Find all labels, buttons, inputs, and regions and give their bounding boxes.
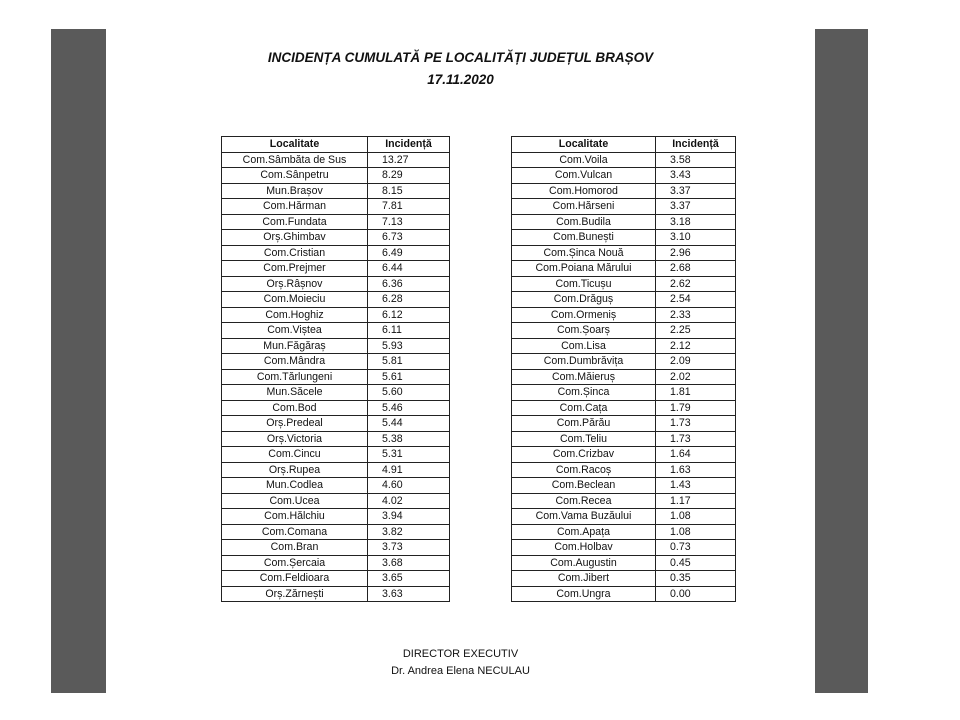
locality-cell: Com.Apața bbox=[512, 524, 656, 540]
locality-cell: Com.Comana bbox=[222, 524, 368, 540]
locality-cell: Com.Teliu bbox=[512, 431, 656, 447]
locality-cell: Mun.Săcele bbox=[222, 385, 368, 401]
table-row bbox=[222, 152, 450, 168]
locality-cell: Com.Feldioara bbox=[222, 571, 368, 587]
locality-cell: Com.Vama Buzăului bbox=[512, 509, 656, 525]
locality-cell: Mun.Făgăraș bbox=[222, 338, 368, 354]
header-incidence: Incidență bbox=[368, 137, 450, 153]
locality-cell: Com.Recea bbox=[512, 493, 656, 509]
locality-cell: Orș.Victoria bbox=[222, 431, 368, 447]
table-row bbox=[512, 214, 736, 230]
incidence-cell: 3.37 bbox=[656, 183, 736, 199]
incidence-cell: 3.58 bbox=[656, 152, 736, 168]
table-row bbox=[512, 323, 736, 339]
table-row bbox=[222, 540, 450, 556]
incidence-cell: 3.94 bbox=[368, 509, 450, 525]
locality-cell: Com.Ormeniș bbox=[512, 307, 656, 323]
locality-cell: Com.Lisa bbox=[512, 338, 656, 354]
incidence-cell: 8.15 bbox=[368, 183, 450, 199]
table-row bbox=[222, 493, 450, 509]
incidence-cell: 7.13 bbox=[368, 214, 450, 230]
table-row bbox=[222, 586, 450, 602]
table-row bbox=[512, 369, 736, 385]
table-row bbox=[512, 152, 736, 168]
locality-cell: Com.Jibert bbox=[512, 571, 656, 587]
table-row bbox=[222, 292, 450, 308]
locality-cell: Com.Bunești bbox=[512, 230, 656, 246]
table-row bbox=[222, 338, 450, 354]
table-row bbox=[222, 276, 450, 292]
incidence-cell: 1.17 bbox=[656, 493, 736, 509]
incidence-cell: 1.08 bbox=[656, 524, 736, 540]
table-row bbox=[512, 509, 736, 525]
table-row bbox=[512, 462, 736, 478]
table-row bbox=[222, 555, 450, 571]
incidence-cell: 7.81 bbox=[368, 199, 450, 215]
incidence-cell: 1.43 bbox=[656, 478, 736, 494]
table-row bbox=[222, 509, 450, 525]
locality-cell: Com.Sânpetru bbox=[222, 168, 368, 184]
table-row bbox=[512, 199, 736, 215]
signature-role: DIRECTOR EXECUTIV bbox=[402, 648, 519, 660]
locality-cell: Com.Dumbrăvița bbox=[512, 354, 656, 370]
table-row bbox=[512, 307, 736, 323]
locality-cell: Orș.Predeal bbox=[222, 416, 368, 432]
incidence-cell: 1.73 bbox=[656, 416, 736, 432]
header-incidence: Incidență bbox=[656, 137, 736, 153]
locality-cell: Com.Cristian bbox=[222, 245, 368, 261]
locality-cell: Com.Părău bbox=[512, 416, 656, 432]
locality-cell: Com.Beclean bbox=[512, 478, 656, 494]
table-row bbox=[512, 292, 736, 308]
incidence-cell: 2.33 bbox=[656, 307, 736, 323]
table-row bbox=[512, 338, 736, 354]
table-row bbox=[222, 369, 450, 385]
locality-cell: Orș.Ghimbav bbox=[222, 230, 368, 246]
incidence-cell: 2.96 bbox=[656, 245, 736, 261]
header-locality: Localitate bbox=[222, 137, 368, 153]
locality-cell: Com.Holbav bbox=[512, 540, 656, 556]
locality-cell: Mun.Brașov bbox=[222, 183, 368, 199]
locality-cell: Com.Cața bbox=[512, 400, 656, 416]
locality-cell: Com.Ticușu bbox=[512, 276, 656, 292]
table-row bbox=[512, 400, 736, 416]
table-row bbox=[512, 431, 736, 447]
locality-cell: Com.Homorod bbox=[512, 183, 656, 199]
table-row bbox=[222, 323, 450, 339]
locality-cell: Com.Drăguș bbox=[512, 292, 656, 308]
incidence-cell: 8.29 bbox=[368, 168, 450, 184]
header-locality: Localitate bbox=[512, 137, 656, 153]
locality-cell: Com.Șoarș bbox=[512, 323, 656, 339]
incidence-cell: 6.73 bbox=[368, 230, 450, 246]
table-row bbox=[222, 307, 450, 323]
table-row bbox=[222, 571, 450, 587]
incidence-cell: 3.37 bbox=[656, 199, 736, 215]
locality-cell: Com.Hărseni bbox=[512, 199, 656, 215]
incidence-cell: 3.63 bbox=[368, 586, 450, 602]
incidence-cell: 0.45 bbox=[656, 555, 736, 571]
incidence-cell: 6.36 bbox=[368, 276, 450, 292]
locality-cell: Com.Sâmbăta de Sus bbox=[222, 152, 368, 168]
table-row bbox=[512, 385, 736, 401]
table-row bbox=[512, 447, 736, 463]
table-row bbox=[512, 261, 736, 277]
table-row bbox=[222, 261, 450, 277]
table-row bbox=[222, 245, 450, 261]
locality-cell: Com.Racoș bbox=[512, 462, 656, 478]
incidence-cell: 6.49 bbox=[368, 245, 450, 261]
table-row bbox=[512, 230, 736, 246]
locality-cell: Com.Șercaia bbox=[222, 555, 368, 571]
incidence-cell: 2.68 bbox=[656, 261, 736, 277]
incidence-cell: 2.02 bbox=[656, 369, 736, 385]
incidence-cell: 3.18 bbox=[656, 214, 736, 230]
locality-cell: Com.Ucea bbox=[222, 493, 368, 509]
locality-cell: Com.Budila bbox=[512, 214, 656, 230]
table-row bbox=[222, 354, 450, 370]
locality-cell: Com.Șinca Nouă bbox=[512, 245, 656, 261]
locality-cell: Com.Bod bbox=[222, 400, 368, 416]
table-row bbox=[222, 230, 450, 246]
table-row bbox=[512, 276, 736, 292]
table-row bbox=[512, 416, 736, 432]
incidence-cell: 5.38 bbox=[368, 431, 450, 447]
locality-cell: Com.Tărlungeni bbox=[222, 369, 368, 385]
incidence-cell: 5.81 bbox=[368, 354, 450, 370]
table-row bbox=[512, 354, 736, 370]
locality-cell: Com.Măieruș bbox=[512, 369, 656, 385]
table-row bbox=[512, 168, 736, 184]
table-row bbox=[222, 431, 450, 447]
incidence-cell: 1.81 bbox=[656, 385, 736, 401]
locality-cell: Com.Voila bbox=[512, 152, 656, 168]
incidence-cell: 0.73 bbox=[656, 540, 736, 556]
incidence-cell: 4.60 bbox=[368, 478, 450, 494]
incidence-cell: 6.28 bbox=[368, 292, 450, 308]
locality-cell: Com.Poiana Mărului bbox=[512, 261, 656, 277]
table-row bbox=[222, 168, 450, 184]
table-row bbox=[222, 400, 450, 416]
incidence-cell: 1.79 bbox=[656, 400, 736, 416]
document-title: INCIDENȚA CUMULATĂ PE LOCALITĂȚI JUDEȚUL BRAȘOV bbox=[267, 50, 654, 65]
table-row bbox=[512, 245, 736, 261]
locality-cell: Orș.Rupea bbox=[222, 462, 368, 478]
table-row bbox=[512, 555, 736, 571]
locality-cell: Com.Fundata bbox=[222, 214, 368, 230]
locality-cell: Com.Augustin bbox=[512, 555, 656, 571]
incidence-cell: 6.44 bbox=[368, 261, 450, 277]
locality-cell: Com.Vulcan bbox=[512, 168, 656, 184]
viewer-margin-right bbox=[815, 29, 868, 693]
incidence-table-right bbox=[511, 136, 736, 602]
incidence-cell: 3.43 bbox=[656, 168, 736, 184]
document-date: 17.11.2020 bbox=[427, 72, 494, 87]
incidence-cell: 2.62 bbox=[656, 276, 736, 292]
table-header-row bbox=[222, 137, 450, 153]
locality-cell: Com.Prejmer bbox=[222, 261, 368, 277]
locality-cell: Mun.Codlea bbox=[222, 478, 368, 494]
incidence-cell: 4.91 bbox=[368, 462, 450, 478]
incidence-table-left bbox=[221, 136, 450, 602]
incidence-cell: 1.63 bbox=[656, 462, 736, 478]
table-row bbox=[222, 214, 450, 230]
locality-cell: Com.Hărman bbox=[222, 199, 368, 215]
incidence-cell: 5.93 bbox=[368, 338, 450, 354]
incidence-cell: 5.44 bbox=[368, 416, 450, 432]
locality-cell: Com.Șinca bbox=[512, 385, 656, 401]
incidence-cell: 5.60 bbox=[368, 385, 450, 401]
incidence-cell: 5.46 bbox=[368, 400, 450, 416]
locality-cell: Orș.Zărnești bbox=[222, 586, 368, 602]
locality-cell: Com.Moieciu bbox=[222, 292, 368, 308]
locality-cell: Com.Cincu bbox=[222, 447, 368, 463]
incidence-cell: 2.54 bbox=[656, 292, 736, 308]
table-row bbox=[512, 478, 736, 494]
incidence-cell: 6.12 bbox=[368, 307, 450, 323]
locality-cell: Com.Hălchiu bbox=[222, 509, 368, 525]
incidence-cell: 1.08 bbox=[656, 509, 736, 525]
table-row bbox=[222, 416, 450, 432]
incidence-cell: 0.35 bbox=[656, 571, 736, 587]
incidence-cell: 3.65 bbox=[368, 571, 450, 587]
incidence-cell: 3.82 bbox=[368, 524, 450, 540]
signature-name: Dr. Andrea Elena NECULAU bbox=[391, 665, 530, 677]
incidence-cell: 3.73 bbox=[368, 540, 450, 556]
locality-cell: Com.Bran bbox=[222, 540, 368, 556]
locality-cell: Com.Crizbav bbox=[512, 447, 656, 463]
viewer-margin-left bbox=[51, 29, 106, 693]
table-row bbox=[222, 478, 450, 494]
incidence-cell: 1.73 bbox=[656, 431, 736, 447]
locality-cell: Com.Viștea bbox=[222, 323, 368, 339]
incidence-cell: 1.64 bbox=[656, 447, 736, 463]
table-row bbox=[222, 385, 450, 401]
locality-cell: Com.Hoghiz bbox=[222, 307, 368, 323]
locality-cell: Orș.Râșnov bbox=[222, 276, 368, 292]
incidence-cell: 5.61 bbox=[368, 369, 450, 385]
table-row bbox=[512, 571, 736, 587]
incidence-cell: 0.00 bbox=[656, 586, 736, 602]
incidence-cell: 2.09 bbox=[656, 354, 736, 370]
table-row bbox=[222, 199, 450, 215]
table-row bbox=[512, 183, 736, 199]
locality-cell: Com.Ungra bbox=[512, 586, 656, 602]
table-row bbox=[512, 524, 736, 540]
incidence-cell: 2.12 bbox=[656, 338, 736, 354]
incidence-cell: 6.11 bbox=[368, 323, 450, 339]
incidence-cell: 4.02 bbox=[368, 493, 450, 509]
locality-cell: Com.Mândra bbox=[222, 354, 368, 370]
incidence-cell: 5.31 bbox=[368, 447, 450, 463]
table-row bbox=[512, 493, 736, 509]
incidence-cell: 3.10 bbox=[656, 230, 736, 246]
incidence-cell: 13.27 bbox=[368, 152, 450, 168]
table-row bbox=[512, 586, 736, 602]
incidence-cell: 2.25 bbox=[656, 323, 736, 339]
table-row bbox=[512, 540, 736, 556]
incidence-cell: 3.68 bbox=[368, 555, 450, 571]
table-row bbox=[222, 524, 450, 540]
table-row bbox=[222, 183, 450, 199]
table-row bbox=[222, 462, 450, 478]
table-row bbox=[222, 447, 450, 463]
table-header-row bbox=[512, 137, 736, 153]
